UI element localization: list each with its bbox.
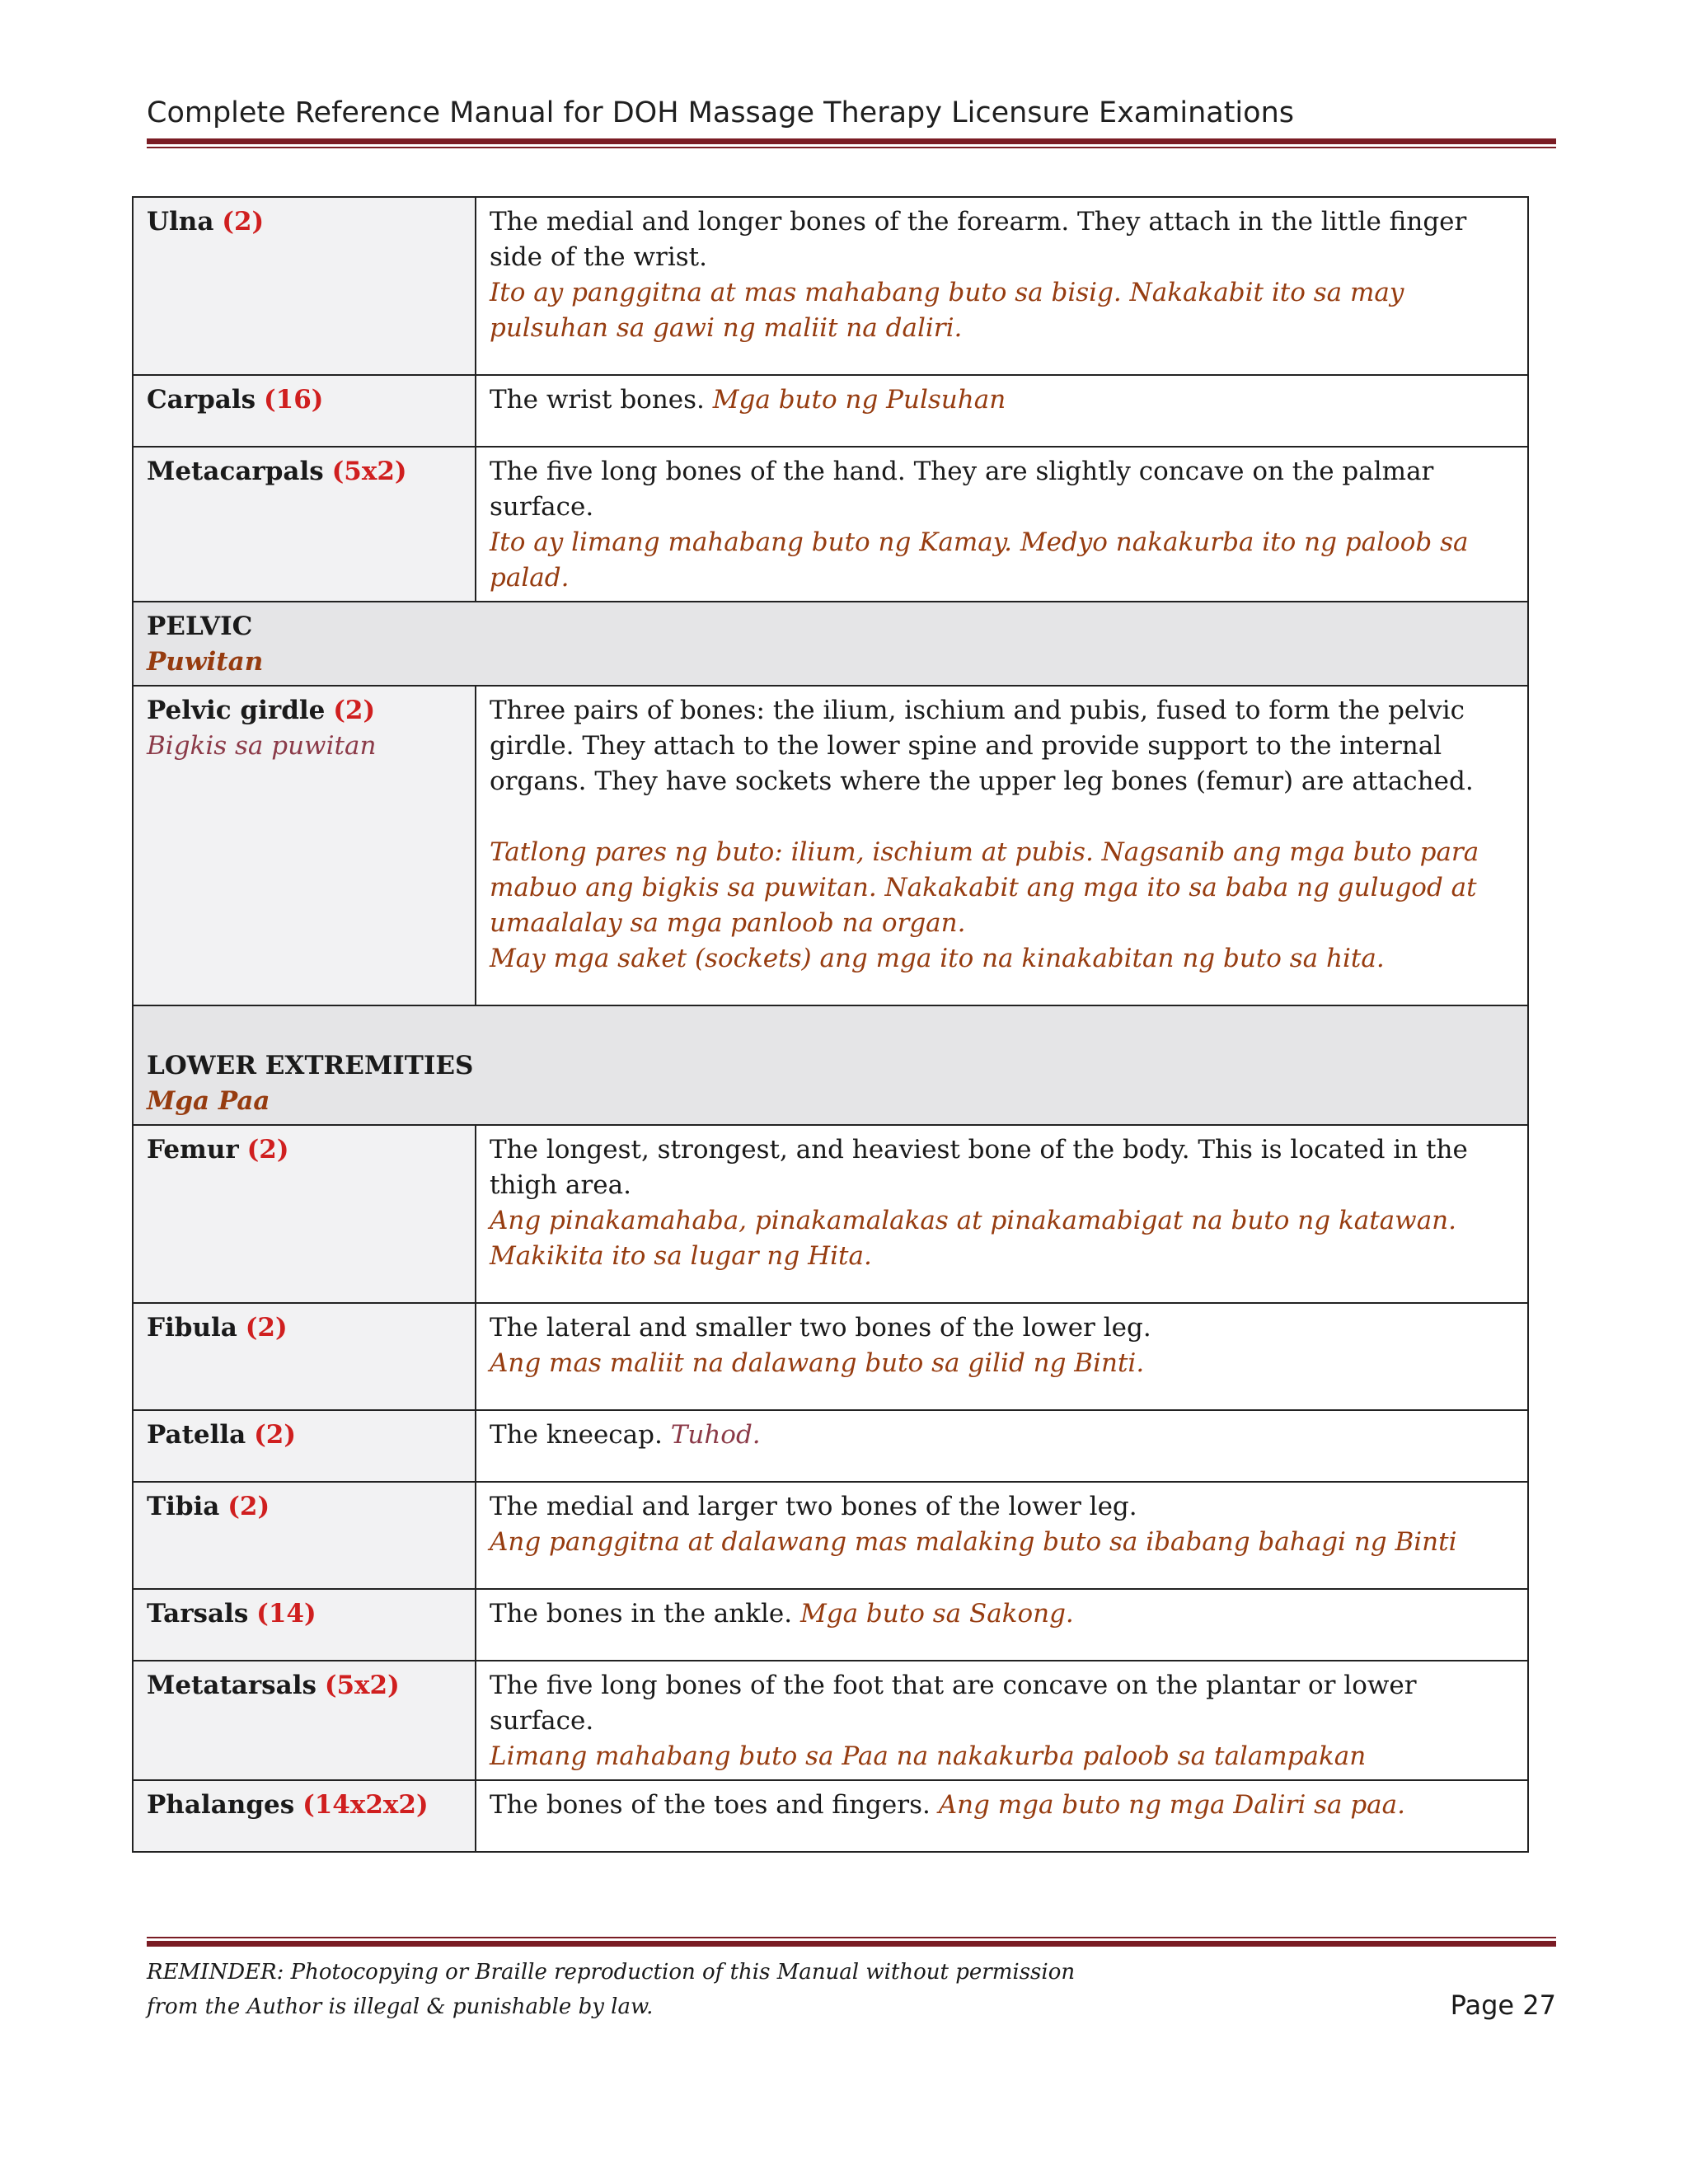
bone-count: (2): [222, 207, 265, 237]
bone-count: (5x2): [331, 457, 407, 486]
bone-name-cell: [133, 1482, 476, 1589]
bone-name-cell: [133, 1589, 476, 1661]
table-row: [133, 686, 1528, 1005]
bone-name: Metacarpals: [147, 457, 324, 486]
description-english: The longest, strongest, and heaviest bone of the body. This is located in the thigh area.: [490, 1135, 1468, 1200]
bone-description-cell: [476, 1661, 1528, 1780]
table-row: [133, 1482, 1528, 1589]
description-tagalog: Ang panggitna at dalawang mas malaking buto sa ibabang bahagi ng Binti: [490, 1527, 1457, 1557]
bone-count: (2): [333, 696, 376, 725]
description-tagalog: Mga buto sa Sakong.: [800, 1599, 1074, 1629]
header-rule-thin: [147, 147, 1556, 148]
bone-name: Ulna: [147, 207, 214, 237]
description-tagalog: Ang pinakamahaba, pinakamalakas at pinakamabigat na buto ng katawan. Makikita ito sa lugar ng Hita.: [490, 1206, 1456, 1271]
bone-count: (14): [256, 1599, 316, 1629]
table-row: [133, 1661, 1528, 1780]
description-english: The five long bones of the foot that are concave on the plantar or lower surface.: [490, 1671, 1417, 1736]
bone-name: Tarsals: [147, 1599, 249, 1629]
bone-name: Fibula: [147, 1313, 237, 1343]
page-footer: [147, 1937, 1556, 2036]
description-english: The kneecap.: [490, 1420, 663, 1450]
bone-description-cell: [476, 1303, 1528, 1410]
description-tagalog: Ito ay limang mahabang buto ng Kamay. Medyo nakakurba ito ng paloob sa palad.: [490, 527, 1469, 593]
bone-count: (2): [254, 1420, 297, 1450]
description-tagalog: Tatlong pares ng buto: ilium, ischium at pubis. Nagsanib ang mga buto para mabuo ang bigkis sa puwitan. Nakakabit ang mga ito sa baba ng gulugod at umaalalay sa mga panloob na organ.: [490, 837, 1479, 938]
bone-name: Pelvic girdle: [147, 696, 326, 725]
description-tagalog: Ang mga buto ng mga Daliri sa paa.: [938, 1790, 1405, 1820]
description-tagalog: Tuhod.: [670, 1420, 761, 1450]
bone-description-cell: [476, 1482, 1528, 1589]
description-tagalog: Limang mahabang buto sa Paa na nakakurba paloob sa talampakan: [490, 1741, 1367, 1771]
section-subtitle: Mga Paa: [147, 1086, 270, 1116]
section-spacer: [147, 1013, 1514, 1048]
bone-description-cell: [476, 375, 1528, 447]
bone-name-cell: [133, 375, 476, 447]
bone-description-cell: [476, 447, 1528, 602]
bone-name-cell: [133, 1780, 476, 1852]
bone-name: Metatarsals: [147, 1671, 316, 1700]
footer-rule-thin: [147, 1937, 1556, 1938]
table-row: [133, 1303, 1528, 1410]
description-tagalog: Ito ay panggitna at mas mahabang buto sa bisig. Nakakabit ito sa may pulsuhan sa gawi ng maliit na daliri.: [490, 278, 1404, 343]
bone-name-cell: [133, 1410, 476, 1482]
bones-table: [132, 196, 1529, 1853]
bone-description-cell: [476, 1589, 1528, 1661]
bone-name: Femur: [147, 1135, 239, 1165]
paragraph-gap: [490, 799, 1514, 835]
section-header-cell: [133, 1005, 1528, 1125]
table-row: [133, 1589, 1528, 1661]
table-row: [133, 1780, 1528, 1852]
table-row: [133, 197, 1528, 375]
bone-count: (16): [263, 385, 324, 415]
bone-description-cell: [476, 686, 1528, 1005]
description-tagalog: Mga buto ng Pulsuhan: [712, 385, 1006, 415]
section-header-cell: [133, 602, 1528, 686]
bone-name: Carpals: [147, 385, 256, 415]
bone-name-cell: [133, 1661, 476, 1780]
description-english: Three pairs of bones: the ilium, ischium and pubis, fused to form the pelvic girdle. They attach to the lower spine and provide support to the internal organs. They have sockets where the upper leg bones (femur) are attached.: [490, 696, 1474, 796]
section-title: LOWER EXTREMITIES: [147, 1051, 474, 1080]
bone-description-cell: [476, 197, 1528, 375]
header-rule-thick: [147, 138, 1556, 144]
section-row-pelvic: [133, 602, 1528, 686]
table-row: [133, 375, 1528, 447]
description-english: The bones in the ankle.: [490, 1599, 793, 1629]
bone-name-cell: [133, 1125, 476, 1303]
bone-count: (2): [227, 1492, 270, 1521]
bone-description-cell: [476, 1125, 1528, 1303]
description-english: The medial and longer bones of the forearm. They attach in the little finger side of the wrist.: [490, 207, 1467, 272]
description-tagalog-2: May mga saket (sockets) ang mga ito na kinakabitan ng buto sa hita.: [490, 944, 1385, 973]
section-row-lower-extremities: [133, 1005, 1528, 1125]
description-english: The five long bones of the hand. They are slightly concave on the palmar surface.: [490, 457, 1434, 522]
bone-name: Phalanges: [147, 1790, 295, 1820]
bone-count: (2): [246, 1135, 289, 1165]
description-english: The wrist bones.: [490, 385, 705, 415]
bone-count: (14x2x2): [302, 1790, 429, 1820]
description-tagalog: Ang mas maliit na dalawang buto sa gilid ng Binti.: [490, 1348, 1145, 1378]
bone-name-tagalog: Bigkis sa puwitan: [147, 731, 377, 761]
bone-name-cell: [133, 1303, 476, 1410]
header-title: Complete Reference Manual for DOH Massage Therapy Licensure Examinations: [147, 96, 1294, 129]
bone-count: (5x2): [324, 1671, 400, 1700]
bone-count: (2): [245, 1313, 288, 1343]
footer-reminder: [147, 1955, 1218, 2024]
description-english: The medial and larger two bones of the lower leg.: [490, 1492, 1137, 1521]
table-row: [133, 1410, 1528, 1482]
footer-reminder-line1: REMINDER: Photocopying or Braille reproduction of this Manual without permission: [147, 1960, 1076, 1985]
table-row: [133, 1125, 1528, 1303]
bone-name-cell: [133, 197, 476, 375]
section-title: PELVIC: [147, 612, 253, 641]
bone-name: Tibia: [147, 1492, 220, 1521]
page-header: [147, 96, 1556, 130]
description-english: The bones of the toes and fingers.: [490, 1790, 931, 1820]
description-english: The lateral and smaller two bones of the lower leg.: [490, 1313, 1151, 1343]
page-number: Page 27: [1450, 1990, 1556, 2021]
footer-rule-thick: [147, 1941, 1556, 1947]
bone-name-cell: [133, 447, 476, 602]
footer-reminder-line2: from the Author is illegal & punishable by law.: [147, 1994, 654, 2019]
bone-name: Patella: [147, 1420, 246, 1450]
table-row: [133, 447, 1528, 602]
bone-description-cell: [476, 1780, 1528, 1852]
bone-description-cell: [476, 1410, 1528, 1482]
section-subtitle: Puwitan: [147, 647, 264, 677]
bone-name-cell: [133, 686, 476, 1005]
